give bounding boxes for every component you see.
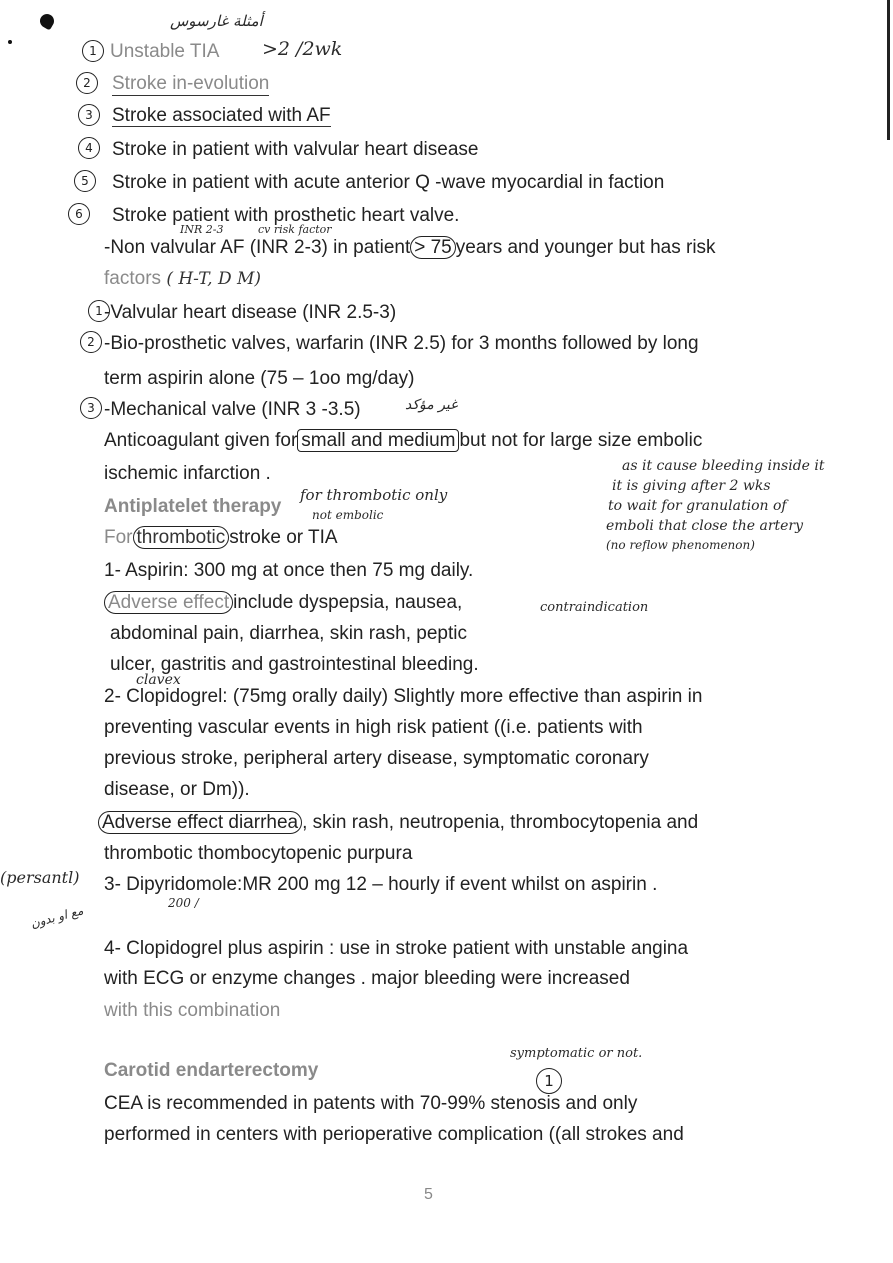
- clopidogrel-adverse-line: Adverse effect diarrhea , skin rash, neutropenia, thrombocytopenia and: [98, 812, 698, 834]
- valve-item: -Valvular heart disease (INR 2.5-3): [104, 302, 397, 323]
- combo-line-1: 4- Clopidogrel plus aspirin : use in stroke patient with unstable angina: [104, 938, 689, 959]
- circled-number: 2: [76, 72, 98, 94]
- indication-item: Stroke patient with prosthetic heart valve.: [112, 205, 460, 226]
- arabic-note-top: أمثلة غارسوس: [170, 12, 263, 30]
- clopidogrel-line-2: preventing vascular events in high risk patient ((i.e. patients with: [104, 717, 643, 738]
- scan-edge-line: [887, 0, 890, 140]
- aspirin-adverse-line-2: abdominal pain, diarrhea, skin rash, peptic: [110, 623, 467, 644]
- aspirin-adverse-line-3: ulcer, gastritis and gastrointestinal bleeding.: [110, 654, 479, 675]
- for-thrombotic-line: For thrombotic stroke or TIA: [104, 527, 338, 548]
- clopidogrel-adverse-line-2: thrombotic thombocytopenic purpura: [104, 843, 413, 864]
- persantil-note: (persantl): [0, 868, 80, 887]
- ink-blot-icon: [37, 11, 56, 30]
- circled-number: 1: [88, 300, 110, 322]
- bleeding-note-line: (no reflow phenomenon): [606, 538, 755, 552]
- symptomatic-note: symptomatic or not.: [510, 1046, 643, 1061]
- circled-number: 4: [78, 137, 100, 159]
- contraindication-note: contraindication: [540, 600, 649, 615]
- indication-item: Stroke associated with AF: [112, 105, 331, 126]
- circled-number: 3: [80, 397, 102, 419]
- ink-dot-icon: [8, 40, 12, 44]
- circled-number: 2: [80, 331, 102, 353]
- arabic-note-left: مع او بدون: [29, 903, 85, 931]
- valve-item-continued: term aspirin alone (75 – 1oo mg/day): [104, 368, 415, 389]
- clopidogrel-line-3: previous stroke, peripheral artery disease, symptomatic coronary: [104, 748, 649, 769]
- bleeding-note-line: as it cause bleeding inside it: [622, 458, 825, 474]
- risk-factor-note: cv risk factor: [258, 223, 332, 236]
- non-valvular-af-line: -Non valvular AF (INR 2-3) in patient > 75 years and younger but has risk: [104, 237, 716, 258]
- aspirin-adverse-line: Adverse effect include dyspepsia, nausea,: [104, 592, 462, 614]
- indication-item: Stroke in patient with valvular heart disease: [112, 139, 479, 160]
- antiplatelet-heading: Antiplatelet therapy: [104, 496, 282, 517]
- circled-number: 1: [82, 40, 104, 62]
- indication-item: Stroke in-evolution: [112, 73, 270, 94]
- anticoagulant-line: Anticoagulant given for small and medium but not for large size embolic: [104, 430, 703, 451]
- not-embolic-note: not embolic: [312, 508, 384, 522]
- circled-number: 5: [74, 170, 96, 192]
- bleeding-note-line: it is giving after 2 wks: [612, 478, 771, 494]
- dose-note: 200 /: [168, 896, 199, 910]
- for-thrombotic-note: for thrombotic only: [300, 486, 448, 504]
- bleeding-note-line: to wait for granulation of: [608, 498, 787, 514]
- arabic-note-mechanical: غير مؤكد: [405, 397, 458, 413]
- combo-line-2: with ECG or enzyme changes . major bleeding were increased: [104, 968, 630, 989]
- clopidogrel-line-1: 2- Clopidogrel: (75mg orally daily) Slightly more effective than aspirin in: [104, 686, 703, 707]
- circled-number: 3: [78, 104, 100, 126]
- carotid-line-2: performed in centers with perioperative complication ((all strokes and: [104, 1124, 684, 1145]
- indication-item: Stroke in patient with acute anterior Q -wave myocardial in faction: [112, 172, 665, 193]
- inr-note: INR 2-3: [180, 223, 224, 236]
- frequency-note: >2 /2wk: [262, 38, 343, 60]
- carotid-heading: Carotid endarterectomy: [104, 1060, 319, 1081]
- clavex-note: clavex: [136, 672, 181, 688]
- carotid-line-1: CEA is recommended in patents with 70-99% stenosis and only: [104, 1093, 638, 1114]
- anticoagulant-line-2: ischemic infarction .: [104, 463, 271, 484]
- indication-item: Unstable TIA: [110, 41, 220, 62]
- aspirin-line: 1- Aspirin: 300 mg at once then 75 mg daily.: [104, 560, 474, 581]
- valve-item: -Bio-prosthetic valves, warfarin (INR 2.5) for 3 months followed by long: [104, 333, 699, 354]
- circled-number: 6: [68, 203, 90, 225]
- valve-item: -Mechanical valve (INR 3 -3.5): [104, 399, 361, 420]
- bleeding-note-line: emboli that close the artery: [606, 518, 804, 534]
- risk-factors-line: factors ( H-T, D M): [104, 268, 262, 289]
- circled-number: 1: [536, 1068, 562, 1094]
- clopidogrel-line-4: disease, or Dm)).: [104, 779, 250, 800]
- page-number: 5: [424, 1186, 433, 1203]
- dipyridamole-line: 3- Dipyridomole:MR 200 mg 12 – hourly if event whilst on aspirin .: [104, 874, 658, 895]
- combo-line-3: with this combination: [104, 1000, 281, 1021]
